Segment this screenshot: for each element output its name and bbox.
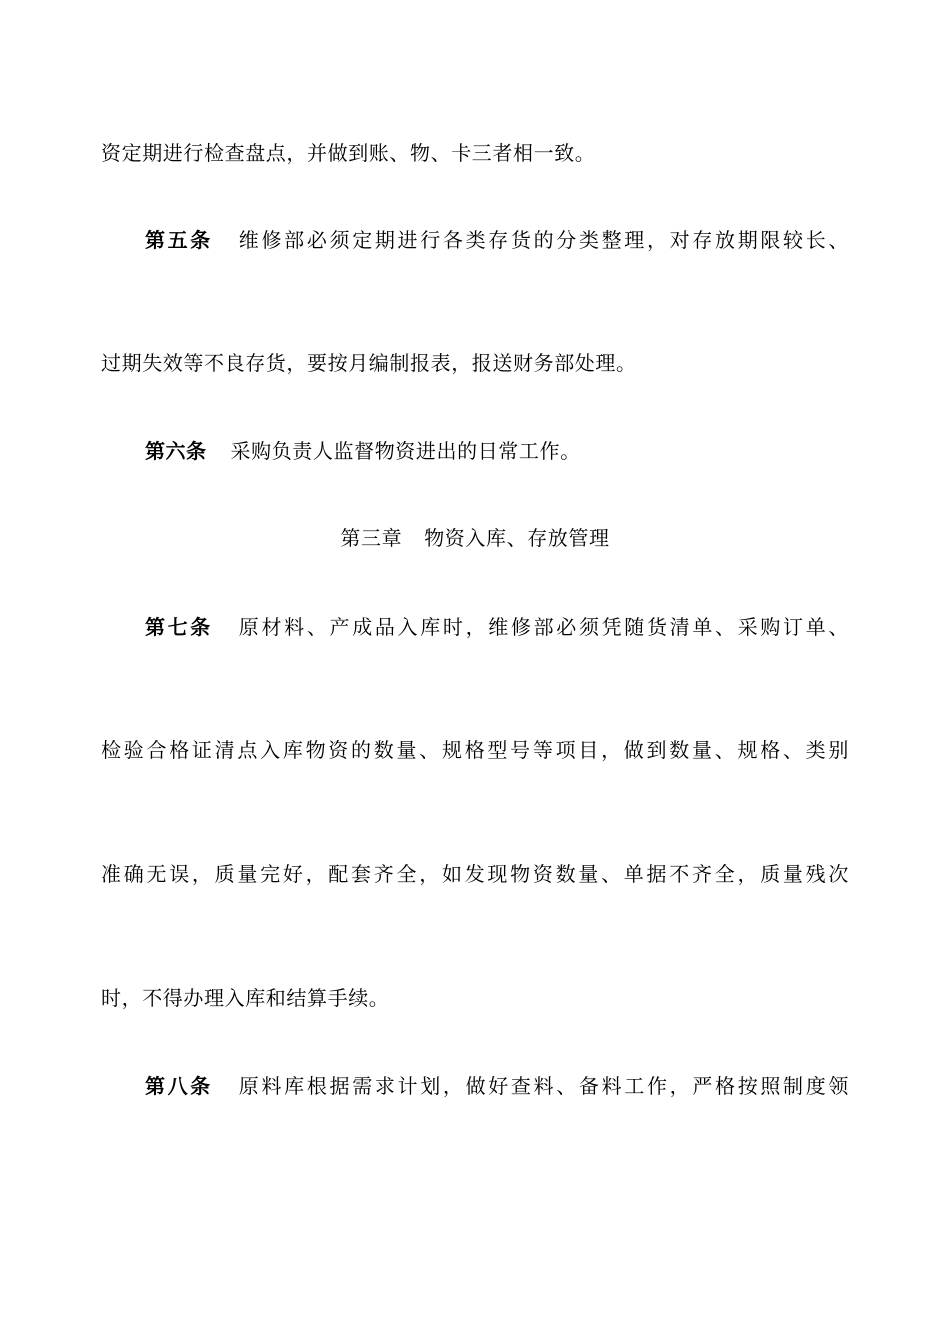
article-5: [145, 226, 849, 254]
article-7: [145, 613, 849, 641]
article-label: 第七条: [145, 615, 213, 639]
article-label: 第六条: [145, 439, 207, 463]
chapter-number: 第三章: [340, 526, 403, 550]
chapter-title: 物资入库、存放管理: [424, 526, 610, 550]
paragraph-line: 时，不得办理入库和结算手续。: [101, 986, 390, 1010]
article-text: 采购负责人监督物资进出的日常工作。: [230, 439, 581, 463]
article-8: [145, 1072, 849, 1100]
paragraph-line: 过期失效等不良存货，要按月编制报表，报送财务部处理。: [101, 351, 637, 375]
paragraph-line: 检验合格证清点入库物资的数量、规格型号等项目，做到数量、规格、类别: [101, 738, 849, 762]
article-text: 原材料、产成品入库时，维修部必须凭随货清单、采购订单、: [236, 615, 850, 639]
article-text: 原料库根据需求计划，做好查料、备料工作，严格按照制度领: [236, 1074, 850, 1098]
chapter-heading: [0, 524, 950, 552]
article-text: 维修部必须定期进行各类存货的分类整理，对存放期限较长、: [236, 228, 850, 252]
article-label: 第五条: [145, 228, 213, 252]
paragraph-line: 准确无误，质量完好，配套齐全，如发现物资数量、单据不齐全，质量残次: [101, 862, 849, 886]
article-6: [145, 437, 905, 465]
paragraph-line: 资定期进行检查盘点，并做到账、物、卡三者相一致。: [101, 141, 596, 165]
article-label: 第八条: [145, 1074, 213, 1098]
